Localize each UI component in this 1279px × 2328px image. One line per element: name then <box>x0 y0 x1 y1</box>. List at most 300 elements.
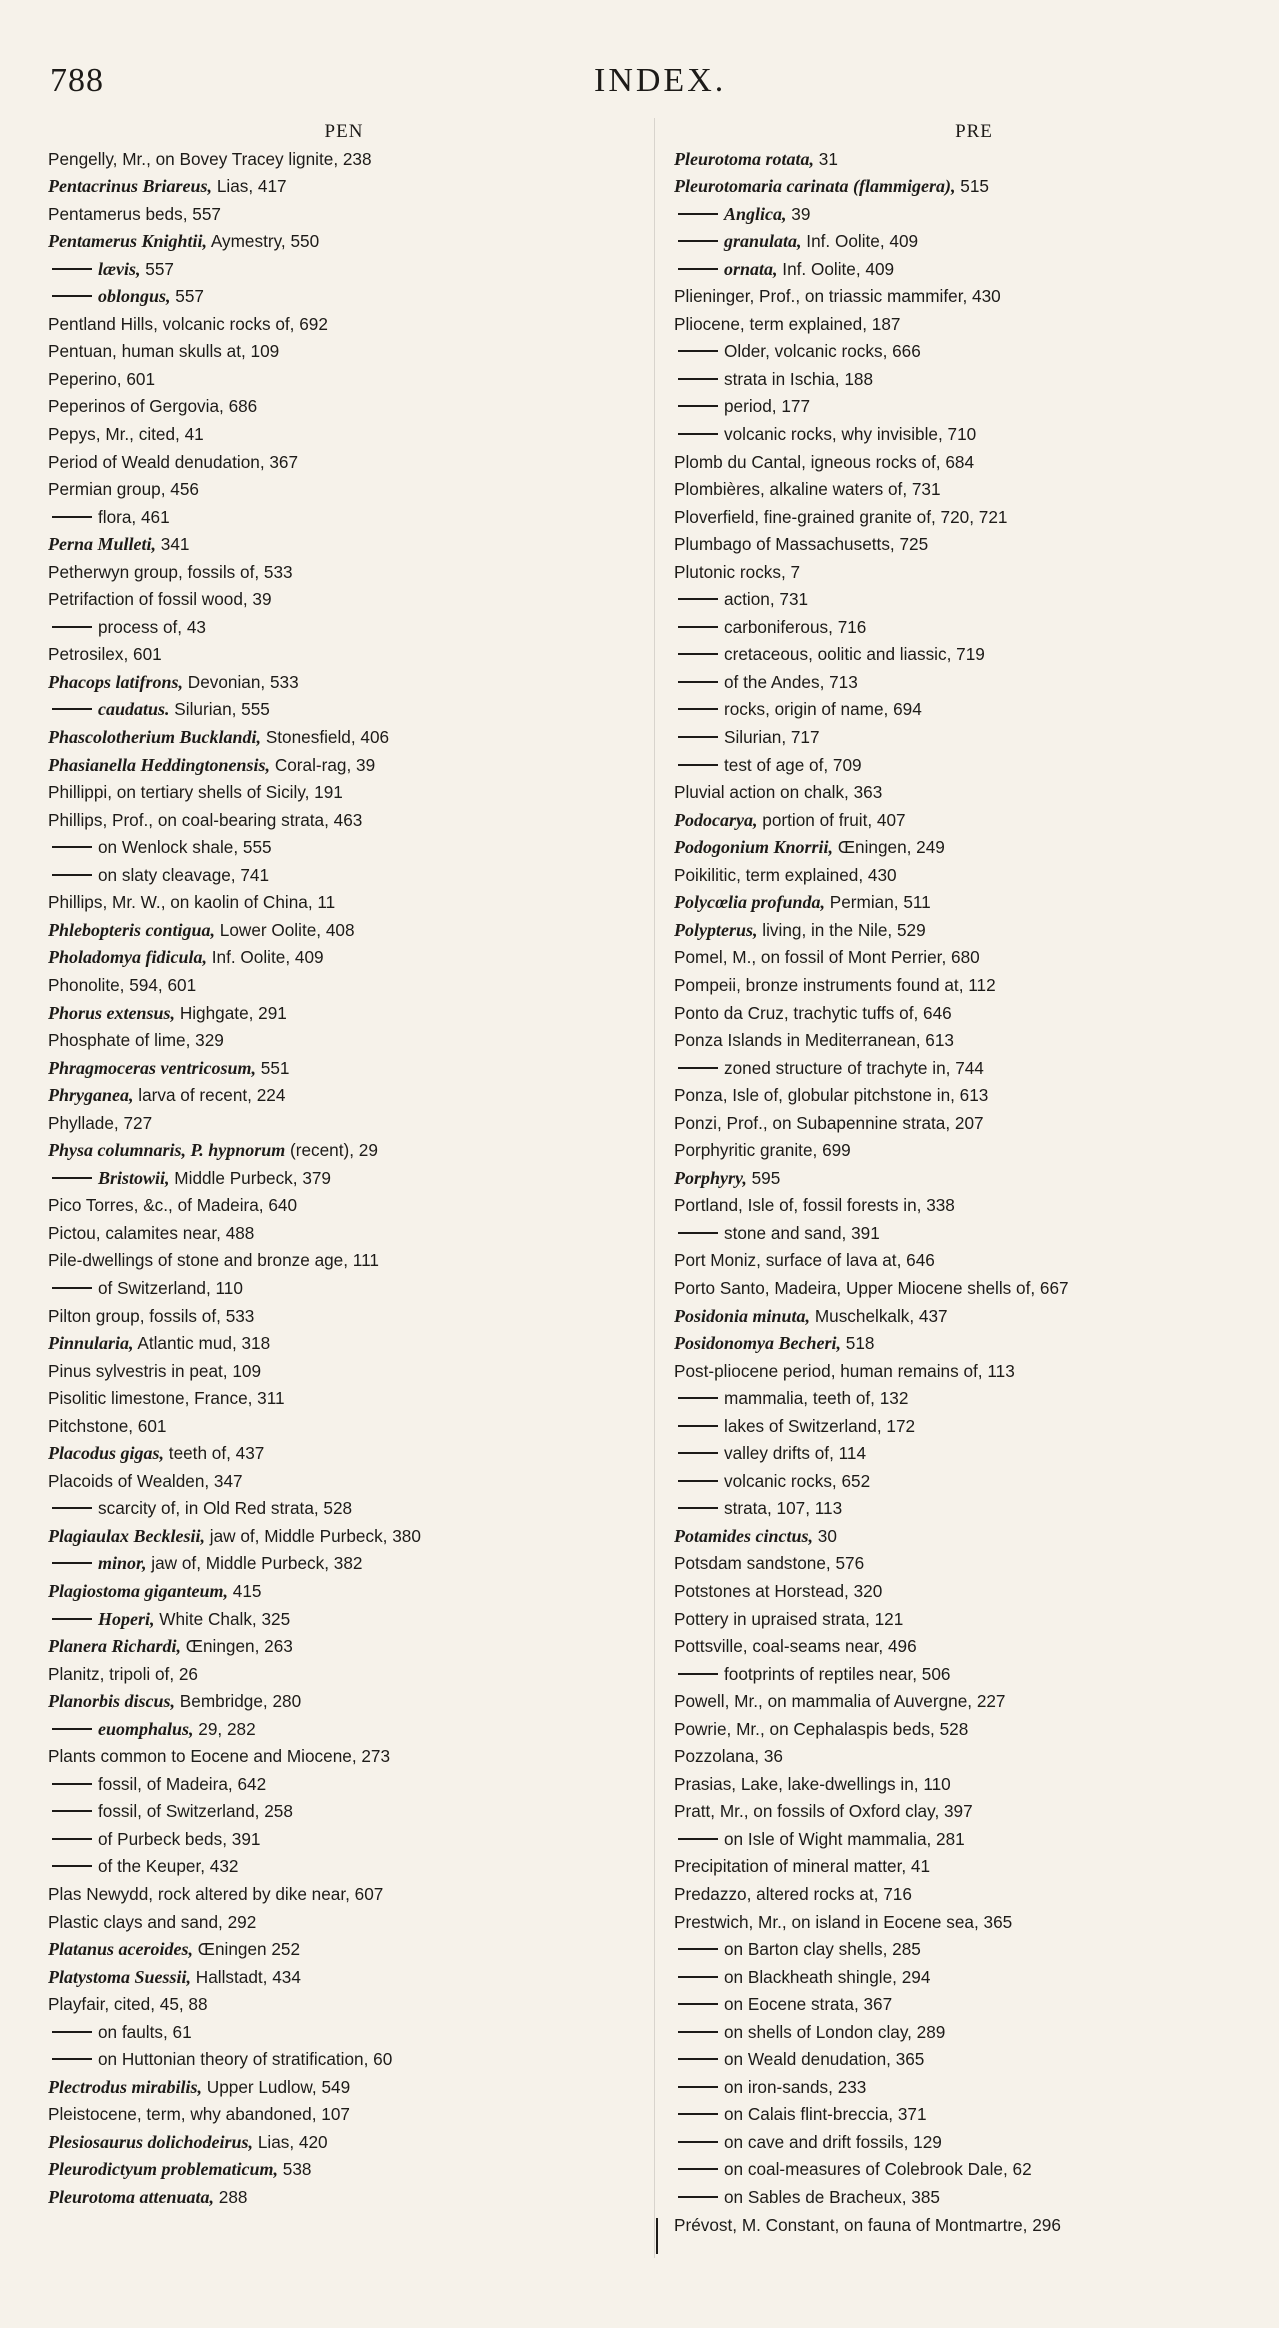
repeat-dash <box>678 1425 718 1427</box>
entry-text: Petrifaction of fossil wood, 39 <box>48 589 272 610</box>
entry-term: Posidonomya Becheri, <box>674 1333 841 1354</box>
index-entry <box>48 834 640 862</box>
index-entry <box>48 504 640 532</box>
entry-text: Bembridge, 280 <box>175 1691 302 1712</box>
entry-text: Upper Ludlow, 549 <box>202 2076 351 2097</box>
entry-text: on Isle of Wight mammalia, 281 <box>724 1828 965 1849</box>
entry-text: Highgate, 291 <box>175 1002 287 1023</box>
entry-text: Ponza Islands in Mediterranean, 613 <box>674 1030 954 1051</box>
index-entry <box>48 1991 640 2019</box>
entry-text: Pilton group, fossils of, 533 <box>48 1305 255 1326</box>
entry-text: 288 <box>214 2187 248 2208</box>
entry-term: Perna Mulleti, <box>48 534 157 555</box>
repeat-dash <box>52 846 92 848</box>
entry-text: Plastic clays and sand, 292 <box>48 1911 257 1932</box>
entry-text: Phyllade, 727 <box>48 1112 153 1133</box>
index-entry <box>48 1358 640 1386</box>
entry-text: Stonesfield, 406 <box>261 727 390 748</box>
entry-text: on faults, 61 <box>98 2021 192 2042</box>
entry-text: 341 <box>156 534 190 555</box>
entry-text: Potsdam sandstone, 576 <box>674 1553 865 1574</box>
entry-text: Phonolite, 594, 601 <box>48 974 197 995</box>
entry-text: portion of fruit, 407 <box>757 809 906 830</box>
entry-text: Œningen, 263 <box>181 1636 293 1657</box>
index-entry <box>48 311 640 339</box>
index-entry <box>48 1716 640 1744</box>
repeat-dash <box>678 213 718 215</box>
entry-text: Potstones at Horstead, 320 <box>674 1580 883 1601</box>
index-entry <box>48 862 640 890</box>
index-entry <box>674 1137 1274 1165</box>
column-rule-mark <box>656 2218 658 2254</box>
index-entry <box>674 779 1274 807</box>
index-entry <box>674 2184 1274 2212</box>
entry-term: granulata, <box>724 231 802 252</box>
index-entry <box>48 1247 640 1275</box>
index-entry <box>48 1798 640 1826</box>
repeat-dash <box>678 2113 718 2115</box>
entry-text: Plants common to Eocene and Miocene, 273 <box>48 1746 391 1767</box>
entry-text: Prestwich, Mr., on island in Eocene sea, 365 <box>674 1911 1013 1932</box>
index-entry <box>674 1440 1274 1468</box>
index-entry <box>48 1495 640 1523</box>
index-entry <box>674 1385 1274 1413</box>
index-entry <box>48 944 640 972</box>
repeat-dash <box>52 268 92 270</box>
entry-term: Pleurotoma attenuata, <box>48 2187 215 2208</box>
index-entry <box>674 1082 1274 1110</box>
repeat-dash <box>678 2086 718 2088</box>
entry-text: on Barton clay shells, 285 <box>724 1939 921 1960</box>
index-entry <box>674 1936 1274 1964</box>
index-entry <box>674 834 1274 862</box>
repeat-dash <box>52 1865 92 1867</box>
entry-term: Phorus extensus, <box>48 1002 176 1023</box>
index-entry <box>674 889 1274 917</box>
entry-term: lævis, <box>98 258 141 279</box>
index-entry <box>674 421 1274 449</box>
index-entry <box>48 256 640 284</box>
entry-text: period, 177 <box>724 396 811 417</box>
index-entry <box>48 1027 640 1055</box>
entry-text: Prasias, Lake, lake-dwellings in, 110 <box>674 1773 951 1794</box>
entry-text: 595 <box>746 1167 781 1188</box>
index-entry <box>48 641 640 669</box>
entry-text: Pengelly, Mr., on Bovey Tracey lignite, 238 <box>48 148 372 169</box>
repeat-dash <box>678 2058 718 2060</box>
entry-text: Phillippi, on tertiary shells of Sicily, 191 <box>48 782 343 803</box>
entry-text: cretaceous, oolitic and liassic, 719 <box>724 644 985 665</box>
index-entry <box>48 1055 640 1083</box>
index-entry <box>48 1633 640 1661</box>
entry-text: flora, 461 <box>98 506 170 527</box>
entry-text: fossil, of Madeira, 642 <box>98 1773 267 1794</box>
index-entry <box>48 476 640 504</box>
index-entries-left <box>48 146 640 2212</box>
index-entry <box>48 1826 640 1854</box>
entry-term: Phryganea, <box>48 1085 134 1106</box>
index-entry <box>48 1468 640 1496</box>
entry-term: Pinnularia, <box>48 1333 134 1354</box>
index-entry <box>48 1523 640 1551</box>
entry-text: footprints of reptiles near, 506 <box>724 1663 951 1684</box>
entry-text: Œningen, 249 <box>833 837 945 858</box>
index-entry <box>48 2101 640 2129</box>
entry-term: Hoperi, <box>98 1608 155 1629</box>
entry-text: Pottsville, coal-seams near, 496 <box>674 1636 917 1657</box>
repeat-dash <box>678 681 718 683</box>
index-entry <box>674 1964 1274 1992</box>
entry-text: stone and sand, 391 <box>724 1222 880 1243</box>
index-entry <box>674 559 1274 587</box>
index-entry <box>48 586 640 614</box>
entry-term: Plagiaulax Becklesii, <box>48 1525 205 1546</box>
index-entry <box>48 1275 640 1303</box>
entry-text: Planitz, tripoli of, 26 <box>48 1663 198 1684</box>
index-entry <box>48 1110 640 1138</box>
entry-text: Pico Torres, &c., of Madeira, 640 <box>48 1195 298 1216</box>
entry-text: Pottery in upraised strata, 121 <box>674 1608 904 1629</box>
entry-text: Porto Santo, Madeira, Upper Miocene shells of, 667 <box>674 1277 1069 1298</box>
index-entry <box>48 1330 640 1358</box>
entry-text: scarcity of, in Old Red strata, 528 <box>98 1498 353 1519</box>
entry-text: Pile-dwellings of stone and bronze age, 111 <box>48 1250 379 1271</box>
index-entry <box>674 2129 1274 2157</box>
index-entry <box>674 862 1274 890</box>
index-entry <box>48 1413 640 1441</box>
repeat-dash <box>52 874 92 876</box>
repeat-dash <box>678 1480 718 1482</box>
entry-text: Plieninger, Prof., on triassic mammifer, 430 <box>674 286 1001 307</box>
entry-term: Potamides cinctus, <box>674 1525 813 1546</box>
index-entry <box>674 752 1274 780</box>
page-title: INDEX. <box>594 62 727 99</box>
entry-text: on Blackheath shingle, 294 <box>724 1966 931 1987</box>
index-entry <box>48 779 640 807</box>
page-number: 788 <box>50 62 104 99</box>
entry-text: Middle Purbeck, 379 <box>169 1167 331 1188</box>
entry-text: Port Moniz, surface of lava at, 646 <box>674 1250 935 1271</box>
entry-term: Phacops latifrons, <box>48 671 184 692</box>
index-entry <box>48 1440 640 1468</box>
entry-text: Poikilitic, term explained, 430 <box>674 864 897 885</box>
index-entry <box>674 1330 1274 1358</box>
index-entry <box>674 1661 1274 1689</box>
repeat-dash <box>678 1232 718 1234</box>
index-entry <box>674 1826 1274 1854</box>
entry-term: Platanus aceroides, <box>48 1939 194 1960</box>
entry-text: Pozzolana, 36 <box>674 1746 783 1767</box>
entry-text: Plutonic rocks, 7 <box>674 561 801 582</box>
entry-text: Pictou, calamites near, 488 <box>48 1222 255 1243</box>
index-entry <box>674 1495 1274 1523</box>
entry-term: Phlebopteris contigua, <box>48 919 216 940</box>
index-entry <box>674 1027 1274 1055</box>
entry-text: Peperino, 601 <box>48 368 156 389</box>
index-entry <box>48 1550 640 1578</box>
entry-text: of Purbeck beds, 391 <box>98 1828 261 1849</box>
index-entry <box>674 146 1274 174</box>
index-entry <box>674 944 1274 972</box>
entry-text: Pentamerus beds, 557 <box>48 203 221 224</box>
entry-text: Phosphate of lime, 329 <box>48 1030 224 1051</box>
index-entry <box>674 724 1274 752</box>
entry-term: caudatus. <box>98 699 170 720</box>
entry-text: Pompeii, bronze instruments found at, 112 <box>674 974 996 995</box>
repeat-dash <box>52 1177 92 1179</box>
index-entry <box>674 614 1274 642</box>
entry-text: Pomel, M., on fossil of Mont Perrier, 680 <box>674 947 980 968</box>
entry-term: Phragmoceras ventricosum, <box>48 1057 257 1078</box>
index-entry <box>48 2156 640 2184</box>
index-entry <box>48 1853 640 1881</box>
repeat-dash <box>52 295 92 297</box>
index-entry <box>48 2184 640 2212</box>
index-entry <box>48 1137 640 1165</box>
entry-term: Polycœlia profunda, <box>674 892 825 913</box>
index-entry <box>48 1771 640 1799</box>
index-entry <box>674 449 1274 477</box>
entry-text: rocks, origin of name, 694 <box>724 699 922 720</box>
repeat-dash <box>678 1507 718 1509</box>
entry-text: Phillips, Prof., on coal-bearing strata, 463 <box>48 809 363 830</box>
entry-text: Permian, 511 <box>825 892 931 913</box>
index-entry <box>48 1303 640 1331</box>
repeat-dash <box>678 2141 718 2143</box>
entry-text: on Weald denudation, 365 <box>724 2049 925 2070</box>
entry-text: on Sables de Bracheux, 385 <box>724 2187 940 2208</box>
index-entry <box>48 1909 640 1937</box>
index-entry <box>674 1578 1274 1606</box>
entry-text: Lower Oolite, 408 <box>215 919 355 940</box>
entry-term: Posidonia minuta, <box>674 1305 811 1326</box>
entry-text: zoned structure of trachyte in, 744 <box>724 1057 984 1078</box>
entry-term: Physa columnaris, P. hypnorum <box>48 1140 286 1161</box>
entry-term: Planorbis discus, <box>48 1691 176 1712</box>
entry-term: Pleurotomaria carinata (flammigera), <box>674 176 956 197</box>
entry-text: 31 <box>814 148 838 169</box>
entry-term: Podocarya, <box>674 809 758 830</box>
index-entry <box>48 1000 640 1028</box>
entry-text: Plumbago of Massachusetts, 725 <box>674 534 929 555</box>
entry-text: Silurian, 717 <box>724 727 820 748</box>
entry-text: fossil, of Switzerland, 258 <box>98 1801 293 1822</box>
index-entry <box>674 917 1274 945</box>
index-entry <box>48 1661 640 1689</box>
entry-text: on cave and drift fossils, 129 <box>724 2131 942 2152</box>
entry-term: ornata, <box>724 258 778 279</box>
index-entry <box>48 531 640 559</box>
entry-text: Pinus sylvestris in peat, 109 <box>48 1360 262 1381</box>
index-entry <box>674 531 1274 559</box>
index-entry <box>48 421 640 449</box>
entry-text: Portland, Isle of, fossil forests in, 338 <box>674 1195 955 1216</box>
entry-text: Plas Newydd, rock altered by dike near, 607 <box>48 1884 384 1904</box>
entry-text: larva of recent, 224 <box>133 1085 286 1106</box>
repeat-dash <box>678 1673 718 1675</box>
entry-text: on Wenlock shale, 555 <box>98 837 272 858</box>
entry-text: Pratt, Mr., on fossils of Oxford clay, 397 <box>674 1801 973 1822</box>
index-entry <box>674 1247 1274 1275</box>
entry-text: of Switzerland, 110 <box>98 1277 243 1298</box>
repeat-dash <box>678 268 718 270</box>
repeat-dash <box>678 1452 718 1454</box>
entry-text: Aymestry, 550 <box>207 231 320 252</box>
index-entry <box>48 366 640 394</box>
entry-text: Atlantic mud, 318 <box>133 1333 271 1354</box>
entry-text: Pliocene, term explained, 187 <box>674 313 901 334</box>
entry-text: valley drifts of, 114 <box>724 1443 867 1464</box>
entry-text: Petherwyn group, fossils of, 533 <box>48 561 293 582</box>
entry-text: Pepys, Mr., cited, 41 <box>48 424 204 445</box>
index-entry <box>674 1303 1274 1331</box>
repeat-dash <box>52 1562 92 1564</box>
index-entry <box>48 449 640 477</box>
entry-text: Predazzo, altered rocks at, 716 <box>674 1884 912 1904</box>
entry-text: Hallstadt, 434 <box>191 1966 301 1987</box>
index-entry <box>48 1936 640 1964</box>
index-entry <box>674 1192 1274 1220</box>
entry-text: Ponza, Isle of, globular pitchstone in, 613 <box>674 1085 989 1106</box>
index-entry <box>48 1082 640 1110</box>
index-entry <box>48 228 640 256</box>
entry-text: action, 731 <box>724 589 809 610</box>
column-heading: PRE <box>955 121 993 142</box>
index-entry <box>48 1220 640 1248</box>
entry-term: minor, <box>98 1553 147 1574</box>
entry-text: Silurian, 555 <box>169 699 270 720</box>
repeat-dash <box>52 2031 92 2033</box>
entry-text: Prévost, M. Constant, on fauna of Montmartre, 296 <box>674 2214 1061 2235</box>
entry-text: 557 <box>170 286 204 307</box>
repeat-dash <box>678 598 718 600</box>
index-entry <box>48 972 640 1000</box>
entry-text: volcanic rocks, why invisible, 710 <box>724 424 977 445</box>
index-entry <box>48 2019 640 2047</box>
index-entry <box>674 972 1274 1000</box>
entry-text: strata, 107, 113 <box>724 1498 843 1519</box>
entry-text: Pluvial action on chalk, 363 <box>674 782 883 803</box>
index-entry <box>48 146 640 174</box>
index-entry <box>48 173 640 201</box>
entry-text: living, in the Nile, 529 <box>757 919 926 940</box>
index-entry <box>674 1771 1274 1799</box>
index-entry <box>674 2101 1274 2129</box>
entry-text: Pleistocene, term, why abandoned, 107 <box>48 2104 350 2125</box>
entry-term: Placodus gigas, <box>48 1443 165 1464</box>
index-entry <box>674 173 1274 201</box>
index-entry <box>674 366 1274 394</box>
entry-text: test of age of, 709 <box>724 754 862 775</box>
entry-text: of the Andes, 713 <box>724 671 858 692</box>
index-entry <box>48 889 640 917</box>
repeat-dash <box>678 764 718 766</box>
entry-text: Plombières, alkaline waters of, 731 <box>674 479 941 500</box>
index-entry <box>674 586 1274 614</box>
entry-text: 538 <box>278 2159 312 2180</box>
index-entry <box>674 1606 1274 1634</box>
entry-text: Post-pliocene period, human remains of, 113 <box>674 1360 1015 1381</box>
repeat-dash <box>52 516 92 518</box>
repeat-dash <box>678 708 718 710</box>
entry-text: jaw of, Middle Purbeck, 382 <box>146 1553 363 1574</box>
index-entry <box>674 338 1274 366</box>
entry-text: teeth of, 437 <box>164 1443 265 1464</box>
entry-term: Pentacrinus Briareus, <box>48 176 213 197</box>
entry-text: Inf. Oolite, 409 <box>207 947 324 968</box>
entry-text: on Huttonian theory of stratification, 60 <box>98 2049 393 2070</box>
index-entry <box>48 1881 640 1909</box>
entry-text: Lias, 420 <box>253 2131 328 2152</box>
repeat-dash <box>678 2168 718 2170</box>
entry-term: Plagiostoma giganteum, <box>48 1580 229 1601</box>
entry-text: mammalia, teeth of, 132 <box>724 1388 909 1409</box>
repeat-dash <box>678 2003 718 2005</box>
index-entries-right <box>674 146 1274 2240</box>
entry-text: 30 <box>813 1525 837 1546</box>
index-entry <box>674 2156 1274 2184</box>
entry-term: Porphyry, <box>674 1167 747 1188</box>
repeat-dash <box>678 1067 718 1069</box>
repeat-dash <box>678 240 718 242</box>
index-entry <box>48 283 640 311</box>
entry-text: Plomb du Cantal, igneous rocks of, 684 <box>674 451 975 472</box>
index-entry <box>674 1909 1274 1937</box>
index-entry <box>48 2046 640 2074</box>
index-entry <box>48 1964 640 1992</box>
index-column-left <box>48 118 640 2212</box>
entry-text: Muschelkalk, 437 <box>810 1305 948 1326</box>
entry-text: 29, 282 <box>193 1718 256 1739</box>
entry-text: Powrie, Mr., on Cephalaspis beds, 528 <box>674 1718 969 1739</box>
repeat-dash <box>52 1810 92 1812</box>
entry-term: Podogonium Knorrii, <box>674 837 834 858</box>
column-heading: PEN <box>324 121 364 142</box>
index-entry <box>674 1523 1274 1551</box>
index-entry <box>674 1110 1274 1138</box>
entry-term: Plectrodus mirabilis, <box>48 2076 203 2097</box>
entry-text: process of, 43 <box>98 616 206 637</box>
index-entry <box>674 807 1274 835</box>
index-entry <box>674 256 1274 284</box>
index-entry <box>674 1743 1274 1771</box>
index-entry <box>48 559 640 587</box>
entry-text: Ponto da Cruz, trachytic tuffs of, 646 <box>674 1002 952 1023</box>
index-entry <box>674 1220 1274 1248</box>
index-entry <box>48 1385 640 1413</box>
entry-term: Pholadomya fidicula, <box>48 947 207 968</box>
entry-text: carboniferous, 716 <box>724 616 867 637</box>
index-entry <box>674 1688 1274 1716</box>
index-entry <box>674 669 1274 697</box>
repeat-dash <box>678 433 718 435</box>
entry-text: Period of Weald denudation, 367 <box>48 451 299 472</box>
repeat-dash <box>678 1838 718 1840</box>
entry-term: Pentamerus Knightii, <box>48 231 208 252</box>
index-entry <box>674 283 1274 311</box>
entry-text: Older, volcanic rocks, 666 <box>724 341 921 362</box>
index-entry <box>674 1633 1274 1661</box>
entry-text: Pentland Hills, volcanic rocks of, 692 <box>48 313 328 334</box>
entry-text: jaw of, Middle Purbeck, 380 <box>205 1525 421 1546</box>
index-entry <box>674 1716 1274 1744</box>
entry-term: Planera Richardi, <box>48 1636 182 1657</box>
index-entry <box>674 641 1274 669</box>
entry-text: Phillips, Mr. W., on kaolin of China, 11 <box>48 892 336 913</box>
index-entry <box>674 1550 1274 1578</box>
entry-text: on slaty cleavage, 741 <box>98 864 270 885</box>
index-entry <box>48 807 640 835</box>
